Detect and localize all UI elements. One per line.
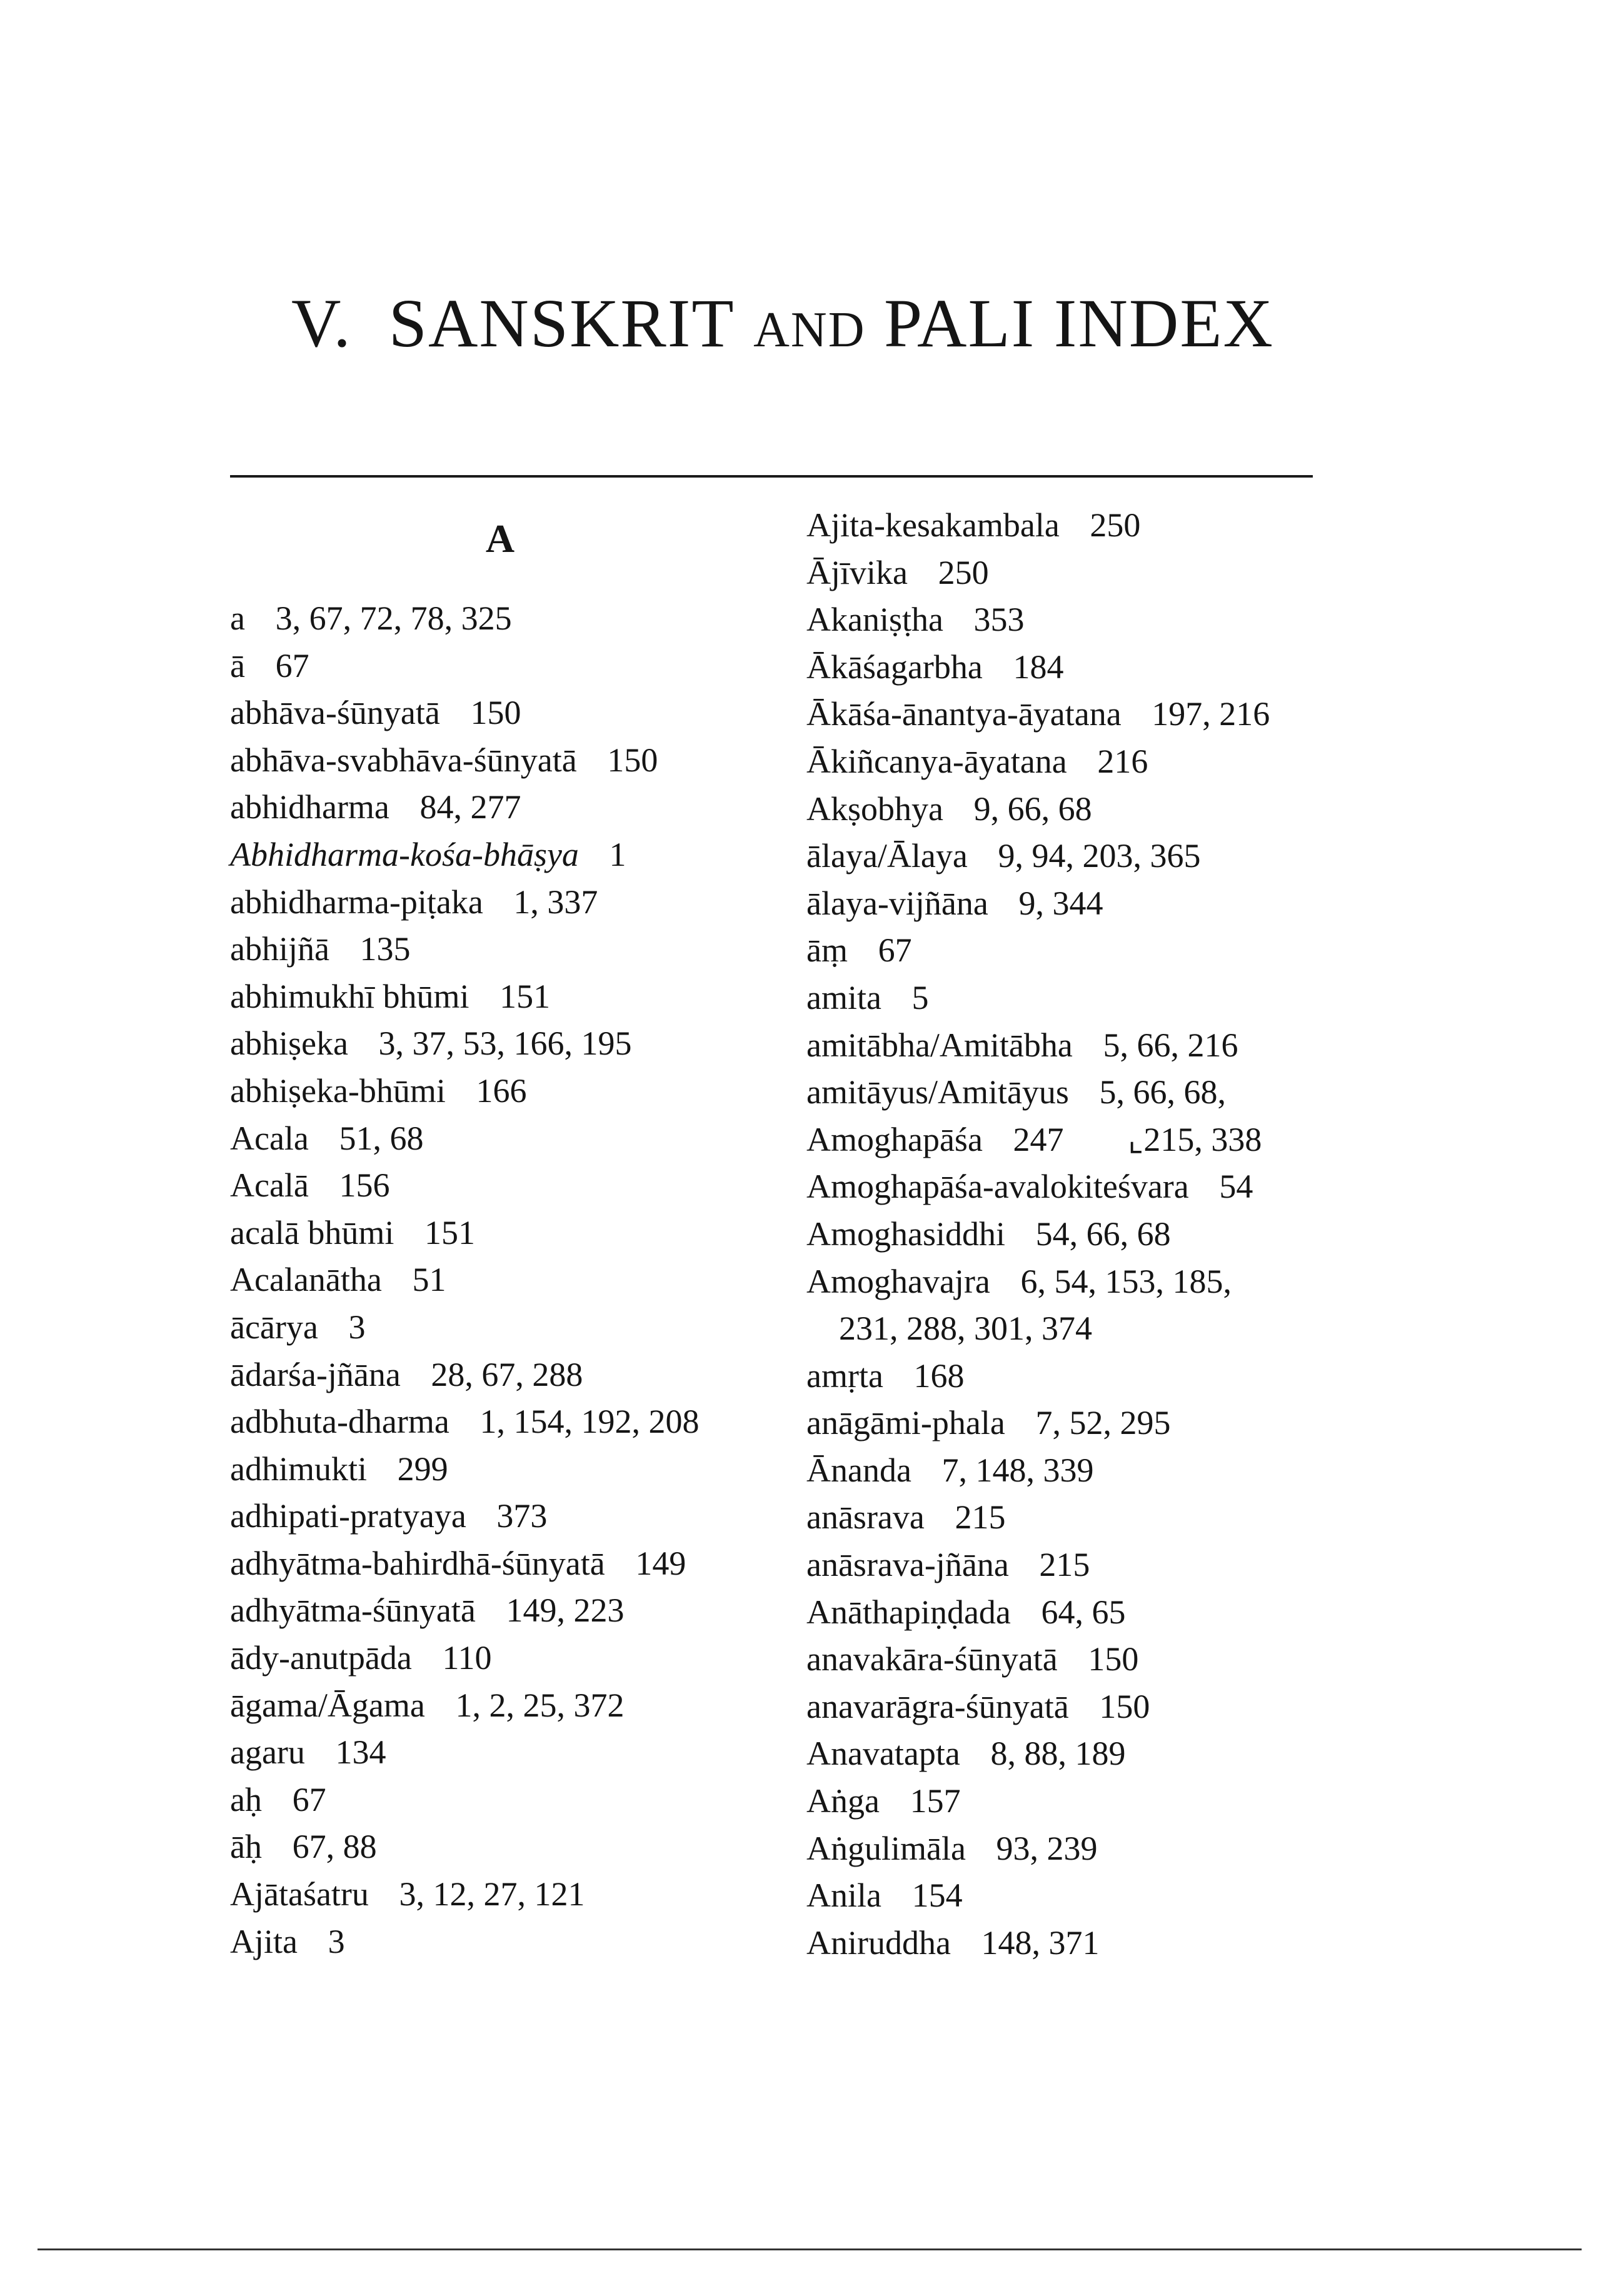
index-term: ādarśa-jñāna — [230, 1355, 401, 1393]
index-term: a — [230, 599, 245, 637]
index-page-numbers: 373 — [496, 1497, 548, 1535]
index-entry — [230, 1823, 699, 1871]
index-page-numbers: 197, 216 — [1152, 695, 1270, 733]
index-page-numbers: 28, 67, 288 — [431, 1355, 583, 1393]
index-term: ā — [230, 646, 245, 684]
index-term: abhāva-svabhāva-śūnyatā — [230, 741, 577, 779]
index-term: Aṅga — [806, 1782, 880, 1820]
index-term: adhyātma-bahirdhā-śūnyatā — [230, 1544, 605, 1582]
index-entry — [806, 1447, 1270, 1495]
index-page-numbers: 5, 66, 216 — [1103, 1026, 1238, 1064]
index-page-numbers: 250 — [1090, 506, 1141, 544]
index-entry — [806, 833, 1270, 880]
index-term: Abhidharma-kośa-bhāṣya — [230, 835, 579, 873]
index-term: Acalanātha — [230, 1261, 382, 1299]
index-term: Ajita-kesakambala — [806, 506, 1060, 544]
index-term: agaru — [230, 1733, 305, 1772]
index-page-numbers: 3, 12, 27, 121 — [399, 1875, 585, 1913]
index-term: Anila — [806, 1877, 881, 1915]
index-entry — [230, 1256, 699, 1304]
index-entry — [806, 549, 1270, 597]
index-term: anāgāmi-phala — [806, 1404, 1005, 1442]
index-page-numbers: 148, 371 — [981, 1923, 1100, 1962]
index-entry — [806, 975, 1270, 1022]
index-entry — [230, 831, 699, 879]
index-entry — [230, 595, 699, 643]
title-divider — [230, 475, 1313, 478]
index-entry — [230, 1777, 699, 1824]
index-term: anāsrava — [806, 1498, 925, 1537]
index-entry — [806, 1636, 1270, 1683]
index-page-numbers: 353 — [973, 601, 1025, 639]
index-page-numbers: 134 — [335, 1733, 386, 1772]
bottom-divider — [38, 2248, 1582, 2250]
index-entry — [230, 973, 699, 1021]
index-term: anavarāgra-śūnyatā — [806, 1687, 1069, 1725]
index-term: Aniruddha — [806, 1923, 951, 1962]
index-entry — [230, 1446, 699, 1493]
index-entry — [806, 644, 1270, 691]
index-term: amṛta — [806, 1356, 883, 1395]
index-term: adhyātma-śūnyatā — [230, 1592, 476, 1630]
index-entry — [806, 1022, 1270, 1070]
index-page-numbers: 6, 54, 153, 185, — [1020, 1262, 1232, 1300]
index-page-numbers: 157 — [910, 1782, 961, 1820]
index-term: Amoghapāśa — [806, 1120, 983, 1158]
index-term: anavakāra-śūnyatā — [806, 1640, 1058, 1678]
index-page-numbers: 250 — [938, 553, 989, 591]
index-term: Amoghasiddhi — [806, 1215, 1005, 1253]
index-page-numbers: 168 — [913, 1356, 965, 1395]
index-page-numbers: 3 — [348, 1308, 366, 1346]
index-page-numbers: 1, 337 — [513, 883, 598, 921]
index-page-numbers: 8, 88, 189 — [990, 1735, 1126, 1773]
index-term: āgama/Āgama — [230, 1686, 425, 1724]
index-entry — [806, 786, 1270, 833]
index-entry — [230, 1540, 699, 1588]
index-page-numbers: 51, 68 — [339, 1119, 424, 1157]
index-term: Ajita — [230, 1922, 298, 1960]
index-term: Akaniṣṭha — [806, 601, 943, 639]
index-term: adhipati-pratyaya — [230, 1497, 466, 1535]
index-page-numbers: 184 — [1013, 648, 1064, 686]
index-term: ācārya — [230, 1308, 318, 1346]
index-entry — [806, 1542, 1270, 1589]
index-term: Amoghapāśa-avalokiteśvara — [806, 1168, 1189, 1206]
index-entry — [806, 1778, 1270, 1825]
index-page-numbers: 3, 67, 72, 78, 325 — [275, 599, 512, 637]
index-entry — [230, 784, 699, 831]
index-term: abhiṣeka — [230, 1025, 348, 1063]
index-entry — [806, 1069, 1270, 1116]
section-letter: A — [485, 516, 515, 561]
index-entry — [806, 927, 1270, 975]
index-term: Ānanda — [806, 1451, 911, 1489]
index-page-numbers: 150 — [1099, 1687, 1150, 1725]
index-entry — [230, 1493, 699, 1540]
index-term: Ākāśa-ānantya-āyatana — [806, 695, 1122, 733]
index-entry — [806, 691, 1270, 738]
index-entry — [806, 1163, 1270, 1211]
index-term: āṃ — [806, 931, 848, 970]
index-term: abhimukhī bhūmi — [230, 977, 469, 1015]
index-term: adhimukti — [230, 1450, 367, 1488]
index-term: adbhuta-dharma — [230, 1403, 449, 1441]
index-term: acalā bhūmi — [230, 1213, 394, 1251]
index-page-numbers: 150 — [470, 694, 521, 732]
index-entry — [230, 1918, 699, 1966]
index-term: abhidharma — [230, 788, 389, 826]
index-page-numbers: 150 — [1088, 1640, 1139, 1678]
index-page-numbers: 7, 148, 339 — [941, 1451, 1094, 1489]
index-page-numbers: 54 — [1219, 1168, 1253, 1206]
index-entry — [230, 1871, 699, 1918]
index-page-numbers: 9, 66, 68 — [973, 790, 1092, 828]
index-page-numbers: 215 — [955, 1498, 1006, 1537]
index-entry — [230, 643, 699, 690]
index-entry — [230, 1351, 699, 1399]
index-wrapped-page-numbers — [1128, 1121, 1262, 1158]
title-word-and: AND — [753, 303, 866, 358]
index-page-numbers: 7, 52, 295 — [1035, 1404, 1171, 1442]
index-entry — [806, 738, 1270, 786]
index-entry — [230, 1210, 699, 1257]
index-term: ādy-anutpāda — [230, 1639, 412, 1677]
left-index-column — [230, 595, 699, 1965]
index-page-numbers: 299 — [397, 1450, 448, 1488]
index-entry — [230, 1115, 699, 1163]
index-term: aḥ — [230, 1780, 262, 1818]
index-term: Ākiñcanya-āyatana — [806, 742, 1067, 780]
index-term: abhijñā — [230, 930, 329, 968]
index-page-numbers: 67 — [292, 1780, 326, 1818]
index-entry — [806, 1353, 1270, 1400]
title-word-pali-index: PALI INDEX — [883, 285, 1274, 361]
index-page-numbers: 1, 154, 192, 208 — [479, 1403, 700, 1441]
index-entry — [806, 1730, 1270, 1778]
title-roman-numeral: V. — [291, 285, 352, 361]
index-entry — [230, 879, 699, 926]
index-entry — [806, 1116, 1270, 1164]
index-page-numbers: 247 — [1013, 1120, 1064, 1158]
index-page-numbers: 64, 65 — [1041, 1593, 1126, 1631]
index-entry — [806, 1258, 1270, 1306]
index-page-numbers: 67 — [878, 931, 912, 970]
index-page-numbers: 110 — [442, 1639, 492, 1677]
index-entry — [230, 1587, 699, 1635]
index-entry — [230, 1729, 699, 1777]
index-page-numbers: 3 — [328, 1922, 345, 1960]
index-entry — [806, 1494, 1270, 1542]
index-entry — [806, 880, 1270, 928]
index-entry — [806, 1211, 1270, 1258]
index-term: Ākāśagarbha — [806, 648, 983, 686]
index-page-numbers: 93, 239 — [996, 1829, 1098, 1867]
index-term: anāsrava-jñāna — [806, 1546, 1009, 1584]
index-entry — [806, 1400, 1270, 1447]
index-entry — [806, 1920, 1270, 1967]
index-page-numbers: 150 — [607, 741, 658, 779]
wrap-pages-text: 215, 338 — [1143, 1120, 1262, 1158]
index-entry — [230, 737, 699, 785]
index-page-numbers: 1, 2, 25, 372 — [455, 1686, 625, 1724]
index-term: Acalā — [230, 1166, 309, 1205]
right-index-column — [806, 502, 1270, 1967]
index-page-numbers: 3, 37, 53, 166, 195 — [378, 1025, 632, 1063]
index-entry — [230, 1635, 699, 1682]
index-page-numbers: 54, 66, 68 — [1035, 1215, 1171, 1253]
index-page-numbers: 154 — [911, 1877, 963, 1915]
index-page-numbers: 84, 277 — [419, 788, 521, 826]
index-term: Amoghavajra — [806, 1262, 990, 1300]
index-page-numbers: 215 — [1039, 1546, 1090, 1584]
index-page-numbers: 9, 94, 203, 365 — [998, 837, 1201, 875]
index-entry — [806, 596, 1270, 644]
index-page-numbers: 231, 288, 301, 374 — [839, 1310, 1092, 1348]
index-entry — [806, 1589, 1270, 1637]
index-term: Anāthapiṇḍada — [806, 1593, 1011, 1631]
index-term: amitāyus/Amitāyus — [806, 1073, 1069, 1111]
index-term: Aṅgulimāla — [806, 1829, 966, 1867]
index-page-numbers: 9, 344 — [1018, 884, 1103, 922]
index-page-numbers: 67, 88 — [292, 1828, 377, 1866]
index-entry — [230, 926, 699, 973]
index-entry — [806, 1825, 1270, 1873]
index-page-numbers: 156 — [339, 1166, 390, 1205]
wrap-bracket-icon: ⌞ — [1128, 1120, 1144, 1158]
index-entry — [806, 1872, 1270, 1920]
index-page-numbers: 166 — [476, 1071, 527, 1110]
index-page-numbers: 5 — [911, 978, 929, 1016]
index-entry — [230, 1020, 699, 1068]
index-page-numbers: 51 — [412, 1261, 446, 1299]
index-page-numbers: 5, 66, 68, — [1099, 1073, 1227, 1111]
title-word-sanskrit: SANSKRIT — [388, 285, 735, 361]
index-page-numbers: 135 — [359, 930, 411, 968]
index-entry — [806, 502, 1270, 549]
index-page-numbers: 151 — [424, 1213, 475, 1251]
page-title — [291, 285, 1274, 361]
index-term: abhiṣeka-bhūmi — [230, 1071, 446, 1110]
index-term: amita — [806, 978, 881, 1016]
index-page-numbers: 151 — [499, 977, 551, 1015]
index-term: Acala — [230, 1119, 309, 1157]
index-term: ālaya-vijñāna — [806, 884, 988, 922]
index-page-numbers: 149, 223 — [506, 1592, 625, 1630]
index-entry — [230, 1398, 699, 1446]
index-entry — [230, 1304, 699, 1351]
index-page-numbers: 1 — [609, 835, 626, 873]
index-term: āḥ — [230, 1828, 262, 1866]
index-term: Akṣobhya — [806, 790, 943, 828]
index-entry — [806, 1683, 1270, 1731]
index-page-numbers: 149 — [635, 1544, 686, 1582]
index-term: amitābha/Amitābha — [806, 1026, 1073, 1064]
index-entry — [230, 1682, 699, 1730]
index-page-numbers: 67 — [275, 646, 309, 684]
index-page-numbers: 216 — [1097, 742, 1148, 780]
index-entry — [230, 689, 699, 737]
index-entry — [806, 1305, 1270, 1353]
index-entry — [230, 1068, 699, 1115]
index-entry — [230, 1162, 699, 1210]
index-term: ālaya/Ālaya — [806, 837, 968, 875]
index-term: Ajātaśatru — [230, 1875, 369, 1913]
index-term: Ājīvika — [806, 553, 908, 591]
index-term: abhidharma-piṭaka — [230, 883, 483, 921]
index-term: abhāva-śūnyatā — [230, 694, 440, 732]
index-term: Anavatapta — [806, 1735, 960, 1773]
